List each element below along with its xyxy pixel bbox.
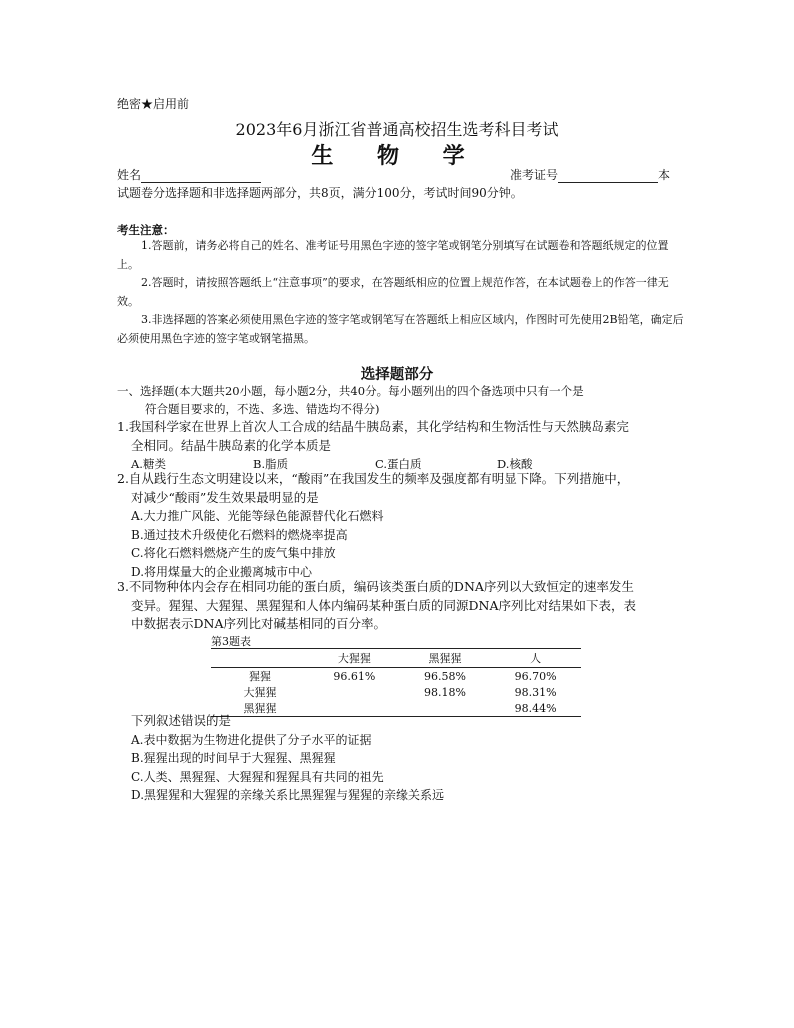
column-header: 大猩猩 [309, 649, 400, 668]
exam-id-label: 准考证号 [510, 168, 559, 182]
table-row [211, 668, 581, 685]
option-c: C.蛋白质 [375, 457, 422, 471]
name-label: 姓名 [117, 168, 142, 182]
question-2 [117, 470, 692, 581]
question-3-options [117, 712, 692, 805]
option-a: A.糖类 [131, 457, 166, 471]
section-instructions [117, 382, 687, 418]
confidential-label: 绝密★启用前 [117, 97, 190, 111]
dna-comparison-table [211, 648, 581, 717]
option-b: B.脂质 [253, 457, 289, 471]
column-header: 黑猩猩 [400, 649, 491, 668]
row-header: 大猩猩 [243, 686, 277, 699]
question-stem: 对减少“酸雨”发生效果最明显的是 [131, 489, 319, 505]
question-prompt: 下列叙述错误的是 [131, 713, 232, 728]
table-cell: 98.31% [514, 685, 557, 699]
exam-id-blank [558, 170, 658, 183]
question-stem: 3.不同物种体内会存在相同功能的蛋白质，编码该类蛋白质的DNA序列以大致恒定的速率发生 [117, 579, 634, 594]
table-cell [309, 684, 400, 700]
option-d: D.将用煤量大的企业搬离城市中心 [131, 564, 313, 579]
table-header-row [211, 649, 581, 668]
subject-title: 生 物 学 [311, 143, 483, 169]
notice-title: 考生注意： [117, 223, 175, 237]
option-d: D.黑猩猩和大猩猩的亲缘关系比黑猩猩与猩猩的亲缘关系远 [131, 788, 445, 802]
exam-intro: 试题卷分选择题和非选择题两部分，共8页，满分100分，考试时间90分钟。 [117, 186, 523, 200]
exam-id-field [510, 166, 670, 183]
table-caption: 第3题表 [211, 635, 251, 648]
column-header [211, 649, 309, 668]
section-instructions-line: 一、选择题(本大题共20小题，每小题2分，共40分。每小题列出的四个备选项中只有一个是 [117, 384, 584, 398]
question-stem: 变异。猩猩、大猩猩、黑猩猩和人体内编码某种蛋白质的同源DNA序列比对结果如下表，表 [131, 597, 636, 613]
option-c: C.人类、黑猩猩、大猩猩和猩猩具有共同的祖先 [131, 769, 384, 784]
exam-id-suffix: 本 [658, 168, 671, 182]
row-header: 猩猩 [249, 670, 271, 683]
question-1 [117, 418, 692, 474]
option-a: A.表中数据为生物进化提供了分子水平的证据 [131, 732, 372, 747]
name-field [117, 166, 261, 183]
question-stem: 中数据表示DNA序列比对碱基相同的百分率。 [131, 616, 386, 631]
table-cell: 96.61% [333, 669, 376, 683]
table-cell: 96.70% [514, 669, 557, 683]
table-row [211, 684, 581, 700]
notice-item: 3.非选择题的答案必须使用黑色字迹的签字笔或钢笔写在答题纸上相应区域内，作图时可先使用2B铅笔，确定后必须使用黑色字迹的签字笔或钢笔描黑。 [117, 313, 684, 345]
column-header: 人 [490, 649, 581, 668]
row-header: 黑猩猩 [211, 700, 309, 717]
table-cell: 98.44% [490, 700, 581, 717]
table-cell: 98.18% [424, 685, 466, 699]
question-stem: 全相同。结晶牛胰岛素的化学本质是 [131, 437, 332, 453]
question-stem: 2.自从践行生态文明建设以来，“酸雨”在我国发生的频率及强度都有明显下降。下列措施中， [117, 471, 630, 486]
notice-block [117, 237, 687, 348]
option-a: A.大力推广风能、光能等绿色能源替代化石燃料 [131, 509, 384, 523]
question-3 [117, 578, 692, 634]
question-stem: 1.我国科学家在世界上首次人工合成的结晶牛胰岛素，其化学结构和生物活性与天然胰岛素完 [117, 419, 629, 434]
option-b: B.通过技术升级使化石燃料的燃烧率提高 [131, 527, 348, 542]
option-c: C.将化石燃料燃烧产生的废气集中排放 [131, 546, 336, 560]
notice-item: 1.答题前，请务必将自己的姓名、准考证号用黑色字迹的签字笔或钢笔分别填写在试题卷和答题纸规定的位置上。 [117, 239, 669, 271]
exam-title: 2023年6月浙江省普通高校招生选考科目考试 [235, 120, 559, 139]
notice-item: 2.答题时，请按照答题纸上“注意事项”的要求，在答题纸相应的位置上规范作答，在本试题卷上的作答一律无效。 [117, 276, 669, 308]
section-title: 选择题部分 [360, 366, 434, 383]
name-blank [141, 170, 261, 183]
option-b: B.猩猩出现的时间早于大猩猩、黑猩猩 [131, 751, 336, 765]
option-d: D.核酸 [497, 457, 533, 471]
table-cell: 96.58% [424, 669, 466, 683]
section-instructions-line: 符合题目要求的，不选、多选、错选均不得分) [145, 402, 380, 416]
